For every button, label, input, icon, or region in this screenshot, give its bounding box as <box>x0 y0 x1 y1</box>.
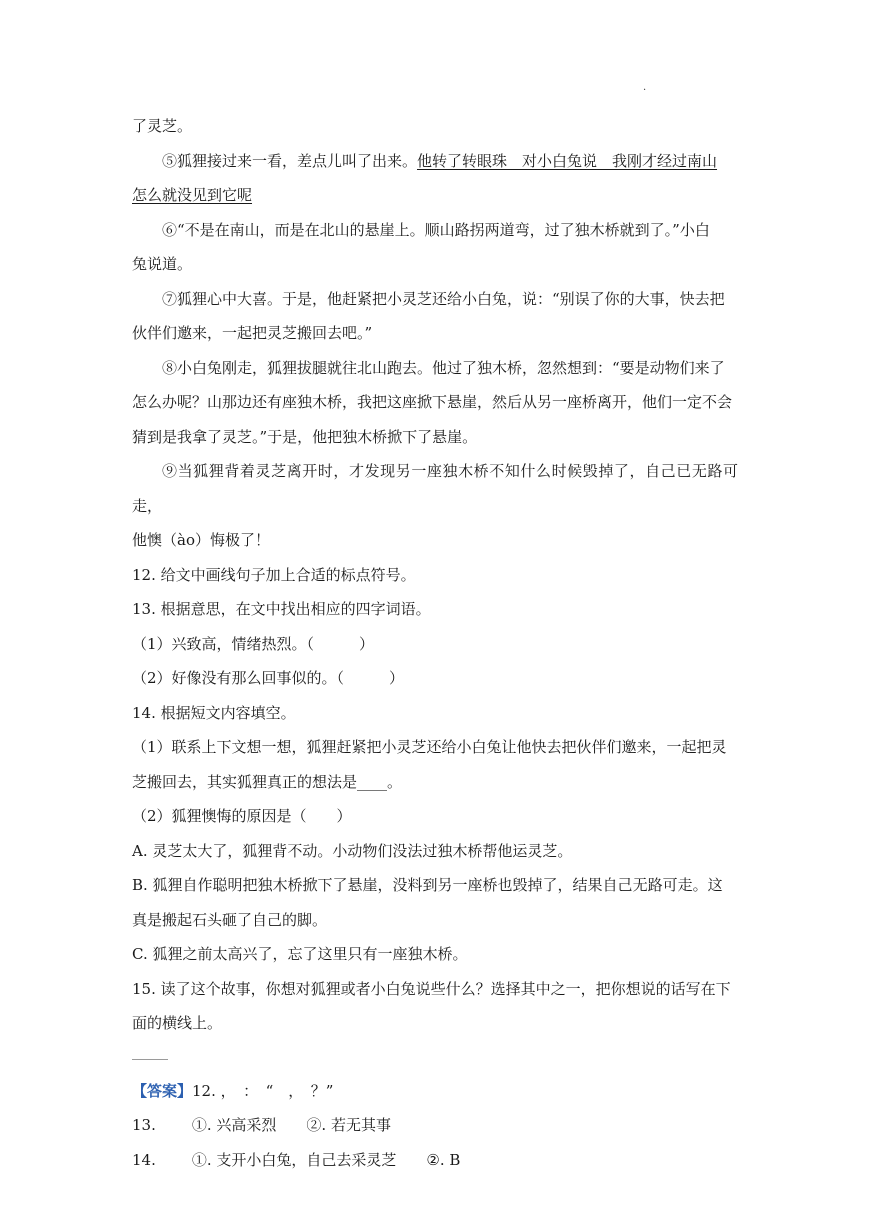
answer-14-item1: ①. 支开小白兔，自己去采灵芝 <box>191 1150 397 1169</box>
option-c: C. 狐狸之前太高兴了，忘了这里只有一座独木桥。 <box>132 945 468 963</box>
question-12: 12. 给文中画线句子加上合适的标点符号。 <box>132 565 416 584</box>
question-14-part1 <box>132 730 738 799</box>
passage-p7-line1: ⑦狐狸心中大喜。于是，他赶紧把小灵芝还给小白兔，说：“别误了你的大事，快去把 <box>162 289 725 308</box>
document-content <box>132 109 738 1177</box>
option-b <box>132 868 738 937</box>
answer-13-item2: ②. 若无其事 <box>306 1116 391 1134</box>
passage-p6 <box>132 213 738 282</box>
option-b-line2: 真是搬起石头砸了自己的脚。 <box>132 910 328 929</box>
question-15-line1: 15. 读了这个故事，你想对狐狸或者小白兔说些什么？选择其中之一，把你想说的话写在下 <box>132 979 731 998</box>
answer-tag: 【答案】 <box>132 1081 193 1100</box>
answer-14-item2: ②. B <box>426 1150 461 1169</box>
question-15-line2: 面的横线上。 <box>132 1014 223 1032</box>
underlined-sentence-part2: 怎么就没见到它呢 <box>132 186 253 204</box>
passage-p8-line3: 猜到是我拿了灵芝。”于是，他把独木桥掀下了悬崖。 <box>132 427 478 446</box>
answer-12-text: 12. ， ： “ ， ？” <box>192 1081 334 1100</box>
passage-p8-line2: 怎么办呢？山那边还有座独木桥，我把这座掀下悬崖，然后从另一座桥离开，他们一定不会 <box>132 393 733 411</box>
answer-14-number: 14. <box>132 1150 156 1169</box>
question-15 <box>132 972 738 1041</box>
passage-p9 <box>132 454 738 558</box>
question-14-part1-line1: （1）联系上下文想一想，狐狸赶紧把小灵芝还给小白兔让他快去把伙伴们邀来，一起把灵 <box>132 738 727 756</box>
question-13-part1: （1）兴致高，情绪热烈。（ ） <box>132 634 375 653</box>
underlined-sentence-part1: 他转了转眼珠 对小白兔说 我刚才经过南山 <box>417 151 718 170</box>
question-14-part2: （2）狐狸懊悔的原因是（ ） <box>132 807 352 825</box>
passage-p7-line2: 伙伴们邀来，一起把灵芝搬回去吧。” <box>132 324 373 342</box>
question-14-part1-line2: 芝搬回去，其实狐狸真正的想法是____。 <box>132 772 403 791</box>
answer-14 <box>132 1143 738 1178</box>
passage-p9-line1: ⑨当狐狸背着灵芝离开时，才发现另一座独木桥不知什么时候毁掉了，自己已无路可走， <box>132 462 738 515</box>
passage-p9-line2: 他懊（ào）悔极了！ <box>132 531 270 549</box>
option-a: A. 灵芝太大了，狐狸背不动。小动物们没法过独木桥帮他运灵芝。 <box>132 841 573 860</box>
section-divider <box>132 1059 168 1060</box>
question-13: 13. 根据意思，在文中找出相应的四字词语。 <box>132 600 431 618</box>
passage-p6-line1: ⑥“不是在南山，而是在北山的悬崖上。顺山路拐两道弯，过了独木桥就到了。”小白 <box>162 220 710 239</box>
passage-p8-line1: ⑧小白兔刚走，狐狸拔腿就往北山跑去。他过了独木桥，忽然想到：“要是动物们来了 <box>162 358 725 377</box>
passage-p5 <box>132 144 738 213</box>
passage-p5-prefix: ⑤狐狸接过来一看，差点儿叫了出来。 <box>162 151 418 170</box>
header-mark: . <box>643 82 647 93</box>
question-14: 14. 根据短文内容填空。 <box>132 703 296 722</box>
answer-13 <box>132 1108 738 1143</box>
passage-p7 <box>132 282 738 351</box>
answer-13-item1: ①. 兴高采烈 <box>191 1116 277 1134</box>
passage-p4-tail: 了灵芝。 <box>132 117 193 135</box>
option-b-line1: B. 狐狸自作聪明把独木桥掀下了悬崖，没料到另一座桥也毁掉了，结果自己无路可走。这 <box>132 876 723 894</box>
passage-p6-line2: 兔说道。 <box>132 255 193 273</box>
answer-12 <box>132 1074 738 1109</box>
question-13-part2: （2）好像没有那么回事似的。（ ） <box>132 669 405 687</box>
answer-13-number: 13. <box>132 1116 156 1134</box>
passage-p8 <box>132 351 738 455</box>
